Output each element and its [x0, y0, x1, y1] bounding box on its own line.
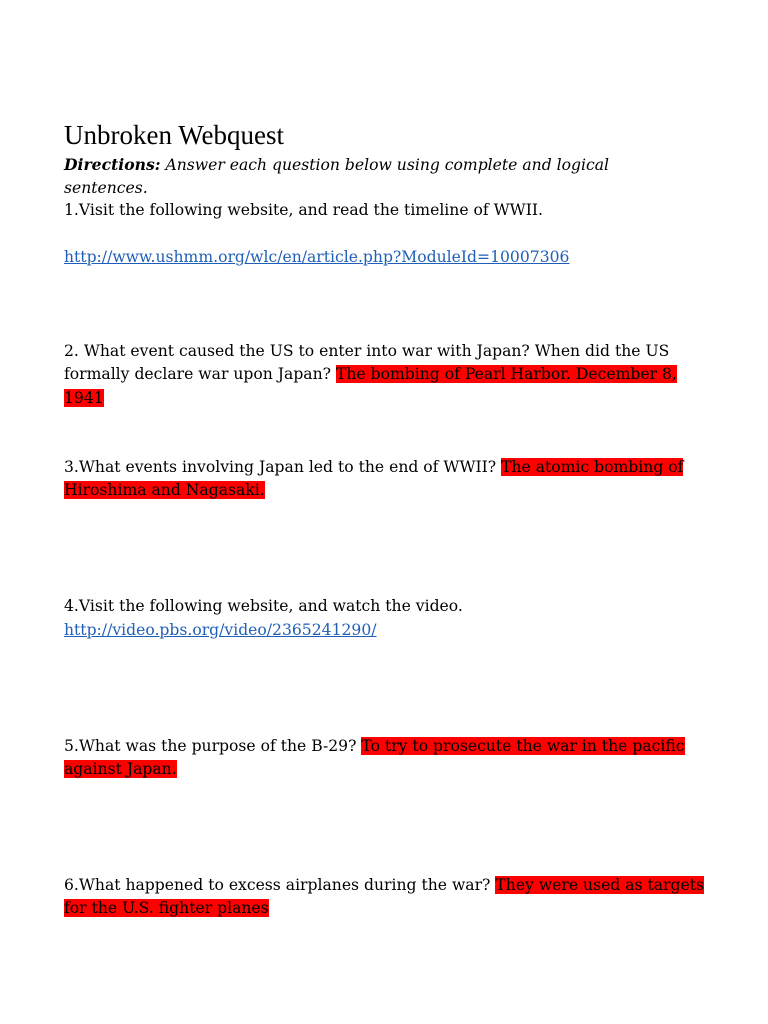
directions-label: Directions: — [64, 155, 161, 174]
answer-2-highlight: The bombing of Pearl Harbor. December 8, 1941 — [64, 365, 677, 407]
question-3-text: 3.What events involving Japan led to the end of WWII? — [64, 458, 502, 476]
question-6 — [64, 874, 714, 921]
question-5-text: 5.What was the purpose of the B-29? — [64, 737, 362, 755]
question-4-link-line — [64, 619, 714, 642]
answer-3-highlight: The atomic bombing of Hiroshima and Nagasaki. — [64, 458, 684, 500]
directions — [64, 153, 664, 201]
pbs-video-link[interactable]: http://video.pbs.org/video/2365241290/ — [64, 621, 377, 639]
directions-text: Answer each question below using complete and logical sentences. — [64, 156, 609, 198]
question-1 — [64, 199, 714, 222]
question-5 — [64, 735, 714, 782]
question-4 — [64, 595, 714, 618]
question-6-text: 6.What happened to excess airplanes during the war? — [64, 876, 496, 894]
question-3 — [64, 456, 714, 503]
answer-6-highlight: They were used as targets for the U.S. fighter planes — [64, 876, 704, 918]
question-1-text: 1.Visit the following website, and read the timeline of WWII. — [64, 201, 543, 219]
question-1-link-line — [64, 246, 714, 269]
question-2 — [64, 340, 714, 410]
ushmm-timeline-link[interactable]: http://www.ushmm.org/wlc/en/article.php?ModuleId=10007306 — [64, 248, 570, 266]
question-2-text: 2. What event caused the US to enter into war with Japan? When did the US formally declare war upon Japan? — [64, 342, 670, 384]
page-title: Unbroken Webquest — [64, 120, 285, 150]
question-4-text: 4.Visit the following website, and watch the video. — [64, 597, 463, 615]
answer-5-highlight: To try to prosecute the war in the pacific against Japan. — [64, 737, 685, 779]
